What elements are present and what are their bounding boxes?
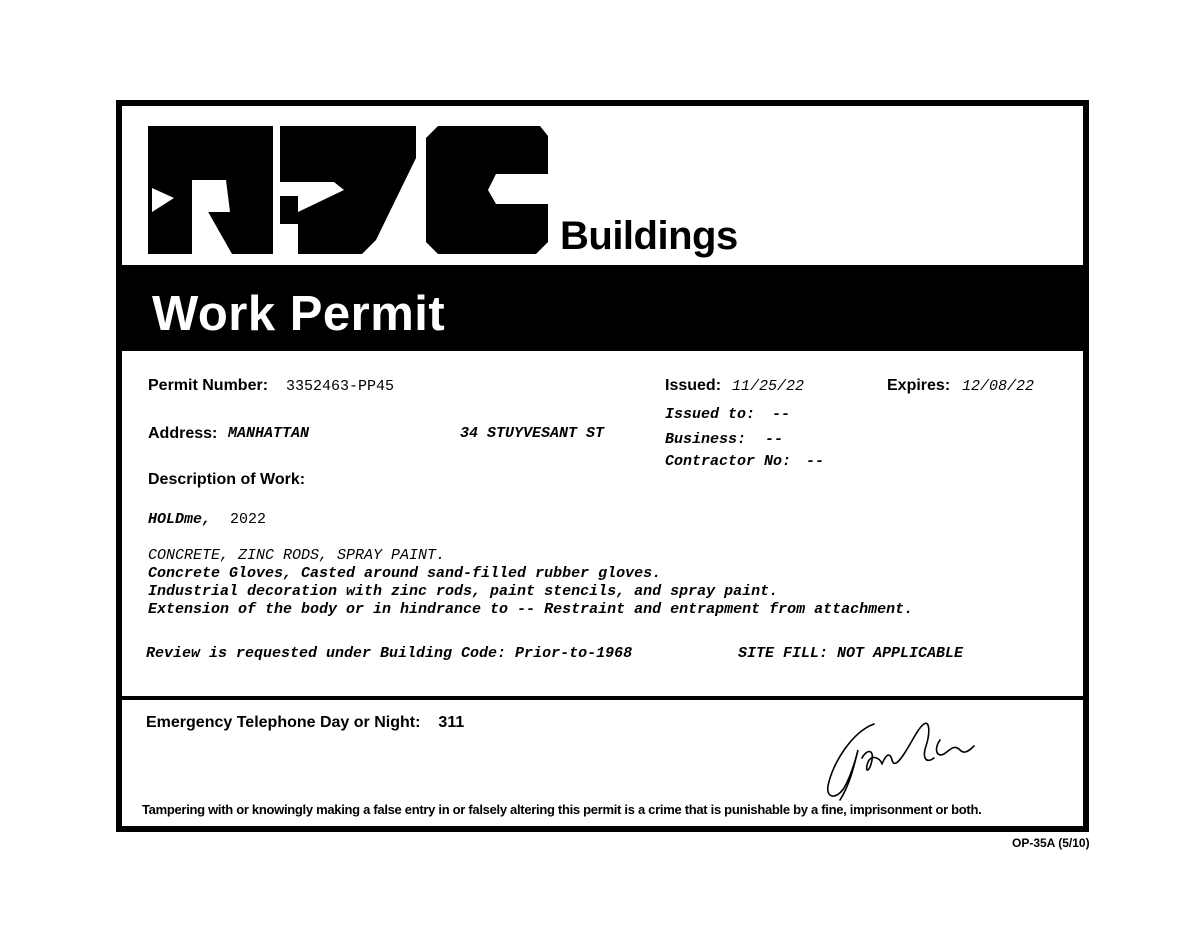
address-street: 34 STUYVESANT ST	[460, 425, 605, 442]
issued-label: Issued:	[665, 377, 722, 394]
expires-value: 12/08/22	[962, 378, 1035, 395]
signature	[822, 714, 997, 806]
expires-label: Expires:	[887, 377, 951, 394]
tampering-warning: Tampering with or knowingly making a false entry in or falsely altering this permit is a crime that is punishable by a fine, imprisonment or both.	[142, 802, 982, 817]
description-line-3: Extension of the body or in hindrance to -- Restraint and entrapment from attachment.	[148, 601, 914, 618]
emergency-label: Emergency Telephone Day or Night:	[146, 714, 421, 731]
form-code: OP-35A (5/10)	[1012, 836, 1090, 850]
work-permit-card	[116, 100, 1089, 832]
site-fill-line: SITE FILL: NOT APPLICABLE	[738, 645, 964, 662]
nyc-logo	[148, 120, 548, 260]
emergency-phone	[146, 714, 464, 732]
permit-number-value: 3352463-PP45	[286, 378, 395, 395]
page-title: Work Permit	[152, 287, 446, 341]
issued-value: 11/25/22	[732, 378, 805, 395]
brand-name: Buildings	[560, 214, 738, 258]
description-line-1: Concrete Gloves, Casted around sand-filled rubber gloves.	[148, 565, 662, 582]
materials-line: CONCRETE, ZINC RODS, SPRAY PAINT.	[148, 547, 446, 564]
description-label: Description of Work:	[148, 471, 306, 488]
issued-to-label: Issued to:	[665, 406, 756, 423]
description-line-2: Industrial decoration with zinc rods, paint stencils, and spray paint.	[148, 583, 779, 600]
section-divider	[122, 696, 1083, 700]
emergency-number: 311	[438, 714, 465, 731]
artwork-year: 2022	[230, 511, 267, 528]
contractor-label: Contractor No:	[665, 453, 792, 470]
artwork-title: HOLDme,	[148, 511, 212, 528]
business-value: --	[765, 431, 784, 448]
review-line: Review is requested under Building Code: Prior-to-1968	[146, 645, 633, 662]
business-label: Business:	[665, 431, 747, 448]
permit-number-label: Permit Number:	[148, 377, 269, 394]
address-borough: MANHATTAN	[228, 425, 310, 442]
contractor-value: --	[806, 453, 825, 470]
issued-to-value: --	[772, 406, 791, 423]
address-label: Address:	[148, 425, 218, 442]
